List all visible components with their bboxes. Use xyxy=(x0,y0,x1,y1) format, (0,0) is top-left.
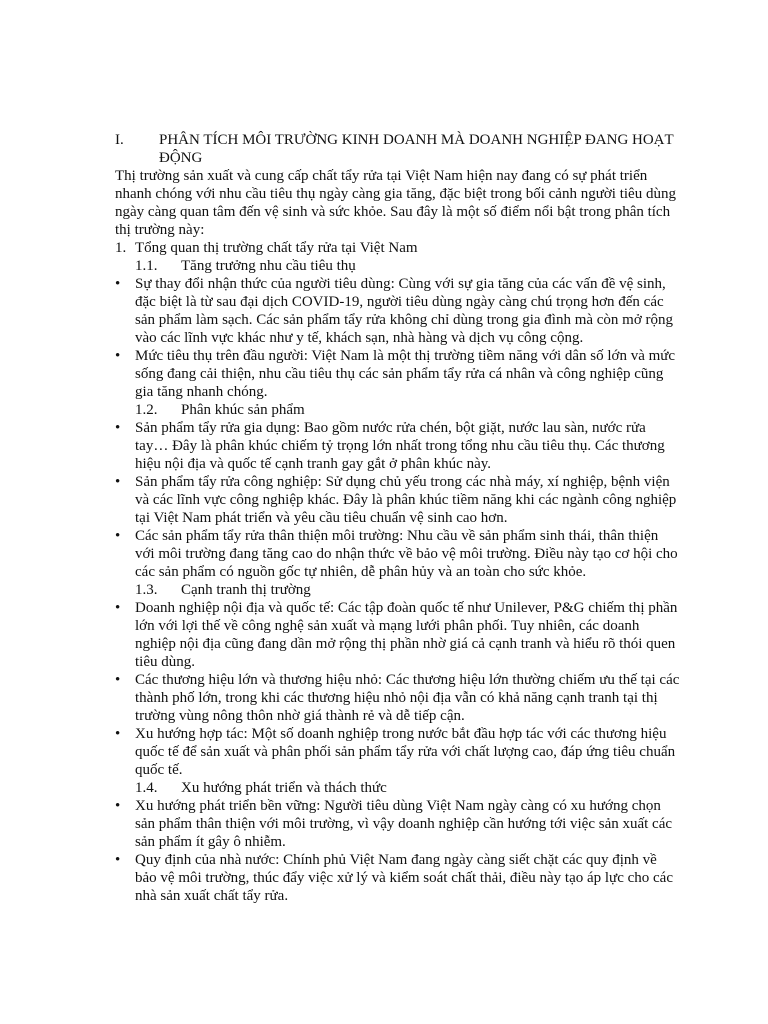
subsection-title: Cạnh tranh thị trường xyxy=(181,582,311,598)
bullet-item xyxy=(115,797,680,851)
bullet-text: Các thương hiệu lớn và thương hiệu nhỏ: Các thương hiệu lớn thường chiếm ưu thế tại các thành phố lớn, trong khi các thương hiệu nhỏ nội địa vẫn có khả năng cạnh tranh tại thị trường vùng nông thôn nhờ giá thành rẻ và dễ tiếp cận. xyxy=(135,672,680,724)
bullet-item xyxy=(115,671,680,725)
subsection-number: 1.1. xyxy=(135,258,158,274)
intro-paragraph: Thị trường sản xuất và cung cấp chất tẩy rửa tại Việt Nam hiện nay đang có sự phát triển nhanh chóng với nhu cầu tiêu thụ ngày càng gia tăng, đặc biệt trong bối cảnh người tiêu dùng ngày càng quan tâm đến vệ sinh và sức khỏe. Sau đây là một số điểm nổi bật trong phân tích thị trường này: xyxy=(115,168,676,238)
subsection-title: Xu hướng phát triển và thách thức xyxy=(181,780,387,796)
bullet-item xyxy=(115,527,680,581)
bullet-text: Doanh nghiệp nội địa và quốc tế: Các tập đoàn quốc tế như Unilever, P&G chiếm thị phần lớn với lợi thế về công nghệ sản xuất và mạng lưới phân phối. Tuy nhiên, các doanh nghiệp nội địa cũng đang dần mở rộng thị phần nhờ giá cả cạnh tranh và hiểu rõ thói quen tiêu dùng. xyxy=(135,600,678,670)
bullet-item xyxy=(115,419,680,473)
subsection-title: Phân khúc sản phẩm xyxy=(181,402,305,418)
bullet-icon: • xyxy=(115,276,121,292)
section-number: 1. xyxy=(115,240,127,256)
bullet-text: Xu hướng phát triển bền vững: Người tiêu dùng Việt Nam ngày càng có xu hướng chọn sản phẩm thân thiện với môi trường, vì vậy doanh nghiệp cần hướng tới việc sản xuất các sản phẩm ít gây ô nhiễm. xyxy=(135,798,673,850)
bullet-item xyxy=(115,275,680,347)
bullet-item xyxy=(115,725,680,779)
bullet-icon: • xyxy=(115,420,121,436)
bullet-text: Sản phẩm tẩy rửa gia dụng: Bao gồm nước rửa chén, bột giặt, nước lau sàn, nước rửa tay… Đây là phân khúc chiếm tỷ trọng lớn nhất trong tổng nhu cầu tiêu thụ. Các thương hiệu nội địa và quốc tế cạnh tranh gay gắt ở phân khúc này. xyxy=(135,420,665,472)
subsection-heading xyxy=(115,257,680,275)
bullet-icon: • xyxy=(115,726,121,742)
subsection-title: Tăng trưởng nhu cầu tiêu thụ xyxy=(181,258,356,274)
bullet-text: Các sản phẩm tẩy rửa thân thiện môi trường: Nhu cầu về sản phẩm sinh thái, thân thiện với môi trường đang tăng cao do nhận thức về bảo vệ môi trường. Điều này tạo cơ hội cho các sản phẩm có nguồn gốc tự nhiên, dễ phân hủy và an toàn cho sức khỏe. xyxy=(135,528,678,580)
bullet-icon: • xyxy=(115,798,121,814)
subsection-heading xyxy=(115,779,680,797)
bullet-text: Sự thay đổi nhận thức của người tiêu dùng: Cùng với sự gia tăng của các vấn đề vệ sinh, đặc biệt là từ sau đại dịch COVID-19, người tiêu dùng ngày càng chú trọng hơn đến các sản phẩm làm sạch. Các sản phẩm tẩy rửa không chỉ dùng trong gia đình mà còn mở rộng vào các lĩnh vực khác như y tế, khách sạn, nhà hàng và dịch vụ công cộng. xyxy=(135,276,674,346)
bullet-text: Sản phẩm tẩy rửa công nghiệp: Sử dụng chủ yếu trong các nhà máy, xí nghiệp, bệnh viện và các lĩnh vực công nghiệp khác. Đây là phân khúc tiềm năng khi các ngành công nghiệp tại Việt Nam phát triển và yêu cầu tiêu chuẩn vệ sinh cao hơn. xyxy=(135,474,677,526)
bullet-text: Xu hướng hợp tác: Một số doanh nghiệp trong nước bắt đầu hợp tác với các thương hiệu quốc tế để sản xuất và phân phối sản phẩm tẩy rửa với chất lượng cao, đáp ứng tiêu chuẩn quốc tế. xyxy=(135,726,676,778)
bullet-text: Quy định của nhà nước: Chính phủ Việt Nam đang ngày càng siết chặt các quy định về bảo vệ môi trường, thúc đẩy việc xử lý và kiểm soát chất thải, điều này tạo áp lực cho các nhà sản xuất chất tẩy rửa. xyxy=(135,852,673,904)
bullet-icon: • xyxy=(115,672,121,688)
subsection-heading xyxy=(115,581,680,599)
bullet-icon: • xyxy=(115,474,121,490)
bullet-item xyxy=(115,851,680,905)
bullet-icon: • xyxy=(115,528,121,544)
section-title: Tổng quan thị trường chất tẩy rửa tại Việt Nam xyxy=(135,240,418,256)
chapter-heading xyxy=(115,131,680,167)
bullet-text: Mức tiêu thụ trên đầu người: Việt Nam là một thị trường tiềm năng với dân số lớn và mức sống đang cải thiện, nhu cầu tiêu thụ các sản phẩm tẩy rửa cá nhân và công nghiệp cũng gia tăng nhanh chóng. xyxy=(135,348,676,400)
subsection-number: 1.4. xyxy=(135,780,158,796)
bullet-item xyxy=(115,599,680,671)
bullet-item xyxy=(115,473,680,527)
bullet-item xyxy=(115,347,680,401)
section-heading xyxy=(115,239,680,257)
chapter-number: I. xyxy=(115,132,124,148)
bullet-icon: • xyxy=(115,852,121,868)
chapter-title: PHÂN TÍCH MÔI TRƯỜNG KINH DOANH MÀ DOANH NGHIỆP ĐANG HOẠT ĐỘNG xyxy=(159,132,674,166)
bullet-icon: • xyxy=(115,348,121,364)
subsection-number: 1.3. xyxy=(135,582,158,598)
bullet-icon: • xyxy=(115,600,121,616)
subsection-heading xyxy=(115,401,680,419)
subsection-number: 1.2. xyxy=(135,402,158,418)
